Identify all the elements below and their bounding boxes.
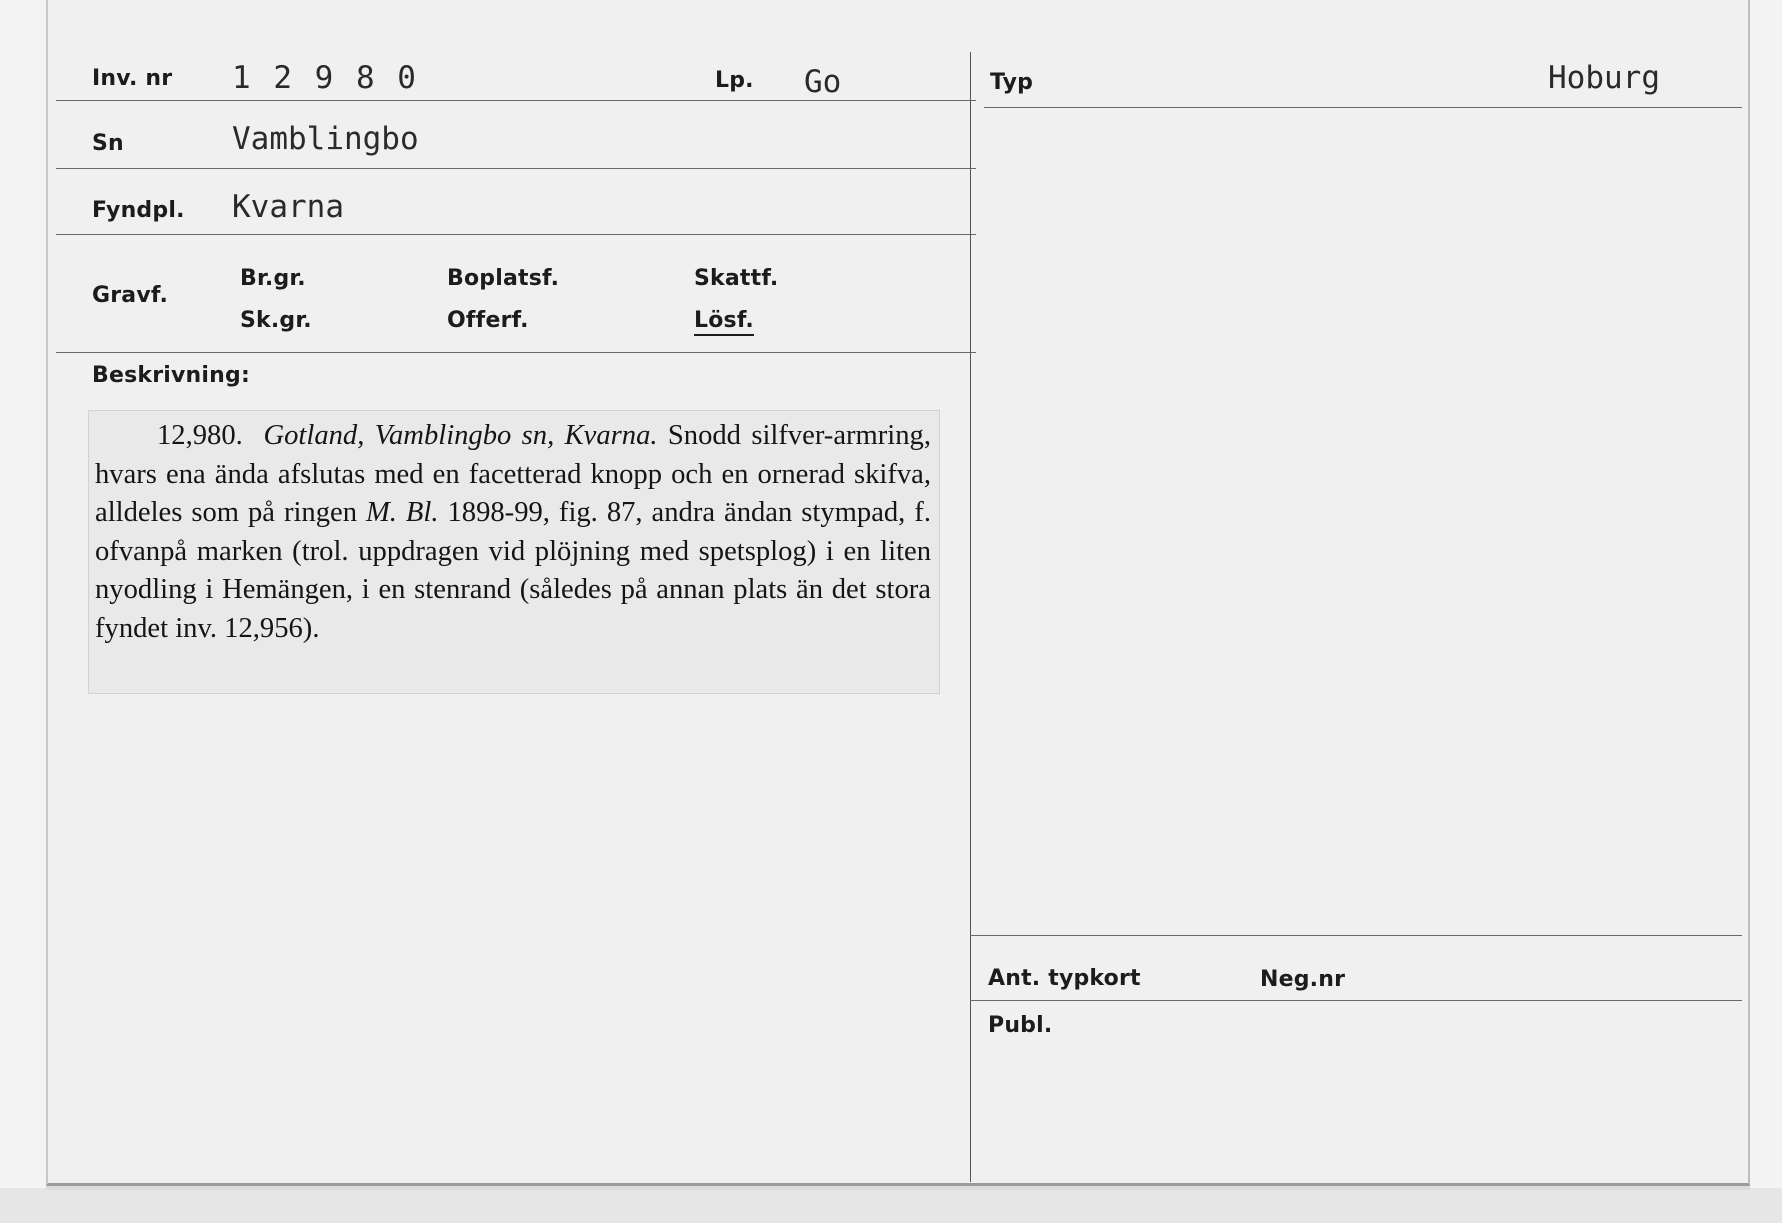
losf-label: Lösf. [694, 308, 754, 336]
skgr-label: Sk.gr. [240, 308, 312, 333]
ant-typkort-label: Ant. typkort [988, 966, 1141, 991]
description-text-part1: Snodd silfver-armring, hvars ena ända afslutas med en facetterad knopp och en ornerad skifva, alldeles som på ringen [95, 420, 931, 528]
gravf-label: Gravf. [92, 283, 169, 308]
divider-typ [984, 107, 1742, 108]
offerf-label: Offerf. [447, 308, 529, 333]
sn-value: Vamblingbo [232, 121, 419, 157]
divider-footer-mid [970, 1000, 1742, 1001]
description-place: Gotland, Vamblingbo sn, Kvarna. [263, 420, 658, 451]
description-number: 12,980. [157, 420, 243, 451]
fyndpl-label: Fyndpl. [92, 198, 185, 223]
brgr-label: Br.gr. [240, 266, 306, 291]
center-vertical-divider [970, 52, 971, 1182]
neg-nr-label: Neg.nr [1260, 967, 1346, 992]
divider-row2 [56, 168, 976, 169]
typ-label: Typ [990, 70, 1034, 95]
typ-value: Hoburg [1548, 60, 1660, 96]
description-text-part2: 1898-99, fig. 87, andra ändan stympad, f. ofvanpå marken (trol. uppdragen vid plöjning med spetsplog) i en liten nyodling i Hemängen, i en stenrand (således på annan plats än det stora fyndet inv. 12,956). [95, 497, 931, 644]
divider-footer-top [970, 935, 1742, 936]
lp-label: Lp. [715, 68, 754, 93]
inv-nr-label: Inv. nr [92, 66, 173, 91]
publ-label: Publ. [988, 1013, 1053, 1038]
fyndpl-value: Kvarna [232, 189, 344, 225]
description-reference: M. Bl. [365, 497, 439, 528]
boplatsf-label: Boplatsf. [447, 266, 560, 291]
divider-row4 [56, 352, 976, 353]
divider-row1 [56, 100, 976, 101]
lp-value: Go [804, 64, 842, 100]
sn-label: Sn [92, 131, 124, 156]
card-shadow [0, 1188, 1782, 1223]
description-clipping [88, 410, 940, 694]
description-text [95, 417, 931, 648]
beskrivning-label: Beskrivning: [92, 363, 250, 388]
divider-row3 [56, 234, 976, 235]
inv-nr-value: 1 2 9 8 0 [232, 60, 418, 96]
skattf-label: Skattf. [694, 266, 779, 291]
